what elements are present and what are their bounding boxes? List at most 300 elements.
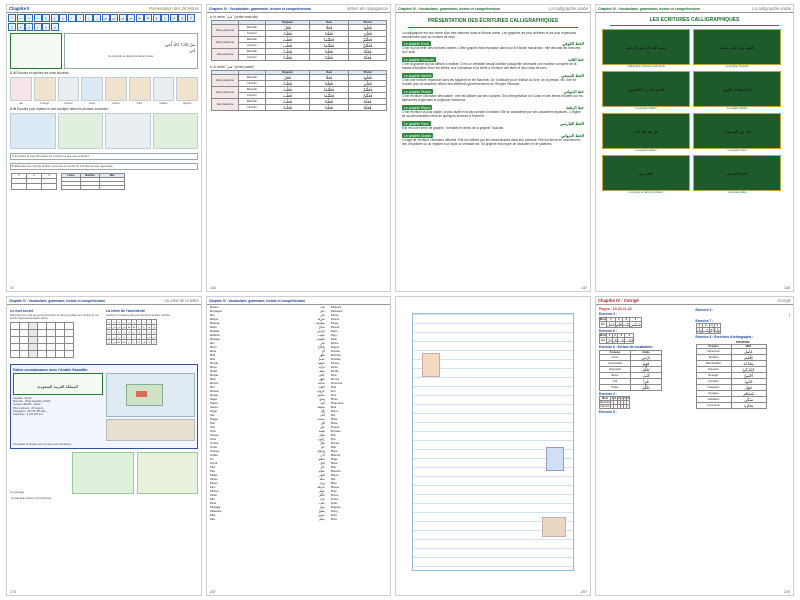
th-singulier: Singulier xyxy=(266,71,310,75)
lexicon-french-2: Plafond xyxy=(330,453,340,457)
lexicon-french: Oreille xyxy=(210,453,218,457)
lexicon-french: Nuit xyxy=(210,421,215,425)
exercise-d xyxy=(10,163,198,170)
row-label: Masculin xyxy=(239,87,266,93)
calligraphy-image xyxy=(602,71,690,107)
cell-arabic: فَعَلُوا xyxy=(349,25,387,31)
lexicon-french-2: Pinceau xyxy=(330,429,341,433)
style-arabic: خط الثلث xyxy=(567,57,584,62)
lexicon-french-2: Peur xyxy=(330,393,337,397)
alphabet-letter: ع xyxy=(153,14,161,22)
td: ✓ xyxy=(611,401,614,404)
td: دَار xyxy=(607,338,612,343)
cell-arabic: فَعَلْنَا xyxy=(349,49,387,55)
lexicon-arabic: أُذُن xyxy=(320,453,325,457)
td: قَلَم xyxy=(615,321,622,327)
lexicon-arabic: ظِلّ xyxy=(320,441,325,445)
lexicon-french: Olive xyxy=(210,437,217,441)
picture-label: Avion xyxy=(88,101,96,105)
row-label: Féminin xyxy=(239,105,266,111)
td: بَاب xyxy=(618,338,625,343)
cell-arabic: فَعَلَتْ xyxy=(266,81,310,87)
alphabet-letter: ا xyxy=(8,14,16,22)
lexicon-french: Minute xyxy=(210,361,219,365)
lexicon-french-2: Pendule xyxy=(330,357,341,361)
td: جَوَاز xyxy=(731,384,766,390)
dialog-caption: Ce seconde se détermine dans le texte. xyxy=(108,55,154,59)
cell-arabic: فَعَلْنَا xyxy=(349,99,387,105)
td: بِضَاعَة xyxy=(731,360,766,366)
sample-arabic: العلم نور xyxy=(638,170,654,176)
th: Français xyxy=(600,350,631,354)
lexicon-arabic: سَلَام xyxy=(318,469,325,473)
th-singulier: Singulier xyxy=(266,21,310,25)
picture-plage xyxy=(10,113,56,149)
td: Voyageur xyxy=(696,390,731,396)
header-chapter: Chapitre IV : Vocabulaire, grammaire, lecture et compréhension xyxy=(209,6,312,11)
page-104 xyxy=(206,4,391,292)
calligraphy-sample xyxy=(693,113,781,152)
lexicon-arabic: طَائِر xyxy=(318,433,325,437)
header-chapter: Chapitre IV : Vocabulaire, grammaire, lecture et compréhension xyxy=(598,6,701,11)
landscape-image xyxy=(72,452,133,494)
saudi-fact: Langue officielle : Arabe xyxy=(13,403,41,407)
sample-arabic: بسم الله الرحمن الرحيم xyxy=(626,44,666,50)
style-arabic: الخط الديواني xyxy=(561,133,584,138)
lexicon-arabic: عَجِين xyxy=(317,513,325,517)
row-label: Féminin xyxy=(239,81,266,87)
lexicon-arabic: زَيْتُون xyxy=(317,437,325,441)
style-block xyxy=(402,41,584,54)
lexicon-arabic: خُبْز xyxy=(320,465,325,469)
exercise-table xyxy=(599,333,634,344)
lexicon-arabic: صَبَاح xyxy=(318,325,325,329)
architect-text: Cochez en mettant juste pour découvrir la lettre cachée. xyxy=(106,314,171,317)
style-block xyxy=(402,105,584,118)
lexicon-french: Passage xyxy=(210,505,221,509)
exercise-label: Exercice 7 : xyxy=(695,318,714,323)
sample-caption: Le poème en ailes de poisson xyxy=(628,191,664,195)
lexicon-french-2: Payer xyxy=(330,329,338,333)
picture-carton xyxy=(105,77,127,101)
cell-arabic: فَعَلَا xyxy=(309,75,348,81)
conjugation-table-passive xyxy=(211,70,387,111)
lexicon-arabic: شُكْرًا xyxy=(318,345,325,349)
th-duel: Duel xyxy=(309,71,348,75)
illustration-scene xyxy=(10,33,62,69)
lexicon-arabic: خَرُوف xyxy=(316,389,325,393)
cell-arabic: فَعَلْتَ xyxy=(266,87,310,93)
td: Comprendre xyxy=(600,360,631,366)
lexicon-french-2: Pauvre xyxy=(330,325,340,329)
picture-label: Cheval xyxy=(64,101,73,105)
th-mot: Mot xyxy=(100,173,125,177)
exercise-c-label: 4. C xyxy=(12,154,17,158)
dialog-arabic: مَنْ ذَاكَ؟ ذَاكَ أَخِي xyxy=(165,42,195,48)
td: Douanier xyxy=(696,366,731,372)
alphabet-letter: د xyxy=(68,14,76,22)
alphabet-letter: ق xyxy=(178,14,186,22)
picture-oignon xyxy=(176,77,198,101)
th: 3 xyxy=(617,397,620,400)
alphabet-letter: خ xyxy=(59,14,67,22)
lexicon-french-2: Plat xyxy=(330,477,336,481)
lexicon-french: Pâte xyxy=(210,513,216,517)
calligraphy-image xyxy=(693,155,781,191)
td: Féminin xyxy=(600,405,610,408)
lexicon-french-2: Pharmacie xyxy=(330,401,344,405)
page-header xyxy=(207,297,390,305)
style-arabic: خط الرقعة xyxy=(566,105,584,110)
picture-avion xyxy=(81,77,103,101)
architect-title: La lettre de l'architecte xyxy=(106,309,146,313)
td: بَيْت xyxy=(622,321,630,327)
calligraphy-sample xyxy=(602,155,690,194)
style-arabic: الخط النسخي xyxy=(561,73,584,78)
cell-arabic: فَعَلَتَا xyxy=(309,31,348,37)
picture-label: Pain xyxy=(137,101,143,105)
page-header xyxy=(396,5,590,13)
lexicon-french-2: Pire xyxy=(330,437,336,441)
style-arabic: الخط الكوفي xyxy=(562,41,584,46)
word-search-grid[interactable]: ب ت ث ج ح خ د ذ ر ز س ش ص ض ط ظ ع غ ف ق ك ل م ن ه و ي ا ب ت ث ج ح خ د ذ ر ز س ش ص ض ط ظ ع غ ف ق ك ل xyxy=(107,320,156,344)
cell-arabic: فَعَلْتُمَا xyxy=(309,93,348,99)
lexicon-french: Panier xyxy=(210,477,218,481)
style-arabic: الخط الفارسي xyxy=(559,121,584,126)
cell-arabic: فَعَلَتَا xyxy=(309,81,348,87)
lexicon-arabic: أُمّ xyxy=(322,349,325,353)
alphabet-letter: ت xyxy=(25,14,33,22)
sample-caption: La graphie Naskhi xyxy=(635,107,657,111)
lexicon-french: Merci xyxy=(210,345,217,349)
picture-cheval xyxy=(58,77,80,101)
lexicon-arabic: طَبِيعَة xyxy=(317,405,325,409)
td: ✓ xyxy=(620,405,623,408)
lexicon-french-2: Poche xyxy=(330,497,339,501)
letter-count-table: 1 2 3 xyxy=(11,173,57,190)
td: Mot xyxy=(600,339,606,342)
row-label: Féminin xyxy=(239,31,266,37)
lexicon-french: Matelas xyxy=(210,329,220,333)
calligraphy-sample xyxy=(602,71,690,110)
td: ✓ xyxy=(614,405,617,408)
lexicon-french-2: Peinture xyxy=(330,353,341,357)
page-header xyxy=(596,5,793,13)
cell-arabic: فَعَلْنَا xyxy=(349,105,387,111)
td: Marchandise xyxy=(696,360,731,366)
lexicon-french: Miel xyxy=(210,357,215,361)
section-label-2: 2. A xyxy=(10,70,16,75)
vocab-table xyxy=(599,350,662,391)
td: Commerce xyxy=(696,402,731,408)
row-group: 2ème personne xyxy=(212,87,239,99)
header-chapter: Chapitre II xyxy=(9,6,30,11)
th: 4 xyxy=(621,397,623,400)
pages-label: Pages : 19.20.21.22 xyxy=(599,307,632,311)
calligraphy-image xyxy=(693,71,781,107)
alphabet-strip xyxy=(7,13,201,32)
lexicon-french-2: Peau xyxy=(330,337,338,341)
lexicon-arabic: مَتْحَف xyxy=(317,393,325,397)
flag-image xyxy=(106,419,196,441)
lexicon-arabic: مِرْآة xyxy=(319,365,325,369)
lexicon-arabic: سَاعَة xyxy=(317,381,325,385)
lexicon-arabic: سِلْم xyxy=(319,517,325,521)
alphabet-letter: ه xyxy=(34,23,42,31)
alphabet-letter: ح xyxy=(51,14,59,22)
th: 4 xyxy=(630,317,642,321)
alphabet-letter: ي xyxy=(51,23,59,31)
lexicon-french-2: Peigne xyxy=(330,345,340,349)
lexicon-french-2: Patience xyxy=(330,305,342,309)
lexicon-arabic: جَبَل xyxy=(319,309,325,313)
lexicon-arabic: سَبَحَ xyxy=(319,397,325,401)
secret-word-title: Le mot secret xyxy=(10,309,34,313)
exercise-label: Exercice 4 : xyxy=(599,391,617,396)
exercise-label: Exercice 4 : xyxy=(695,308,714,312)
td: أُمّ xyxy=(710,328,714,333)
lexicon-row xyxy=(207,517,390,521)
td: وَلَد xyxy=(714,328,720,333)
alphabet-letter: ن xyxy=(25,23,33,31)
page-number: 219 xyxy=(784,590,790,594)
picture-label: Lait xyxy=(18,101,23,105)
lexicon-french: Oiseau xyxy=(210,433,219,437)
lexicon-arabic: كَلِمَة xyxy=(319,385,325,389)
exercise-label: Exercice 6 : xyxy=(599,328,617,333)
lexicon-arabic: بَيْت xyxy=(320,305,325,309)
sample-caption: Calligraphie artistique style Koufi xyxy=(627,65,665,68)
th: 2 xyxy=(615,317,622,321)
alphabet-letter: ك xyxy=(187,14,195,22)
picture-label: Carton xyxy=(111,101,120,105)
lexicon-french: Parfum xyxy=(210,489,219,493)
th: 4 xyxy=(714,324,720,328)
row-group: 1ère personne xyxy=(212,99,239,111)
lexicon-french-2: Père xyxy=(330,373,337,377)
row-label: Féminin xyxy=(239,93,266,99)
lexicon-arabic: تَنْظِيف xyxy=(316,337,325,341)
alphabet-letter: م xyxy=(17,23,25,31)
lexicon-french-2: Pleurer xyxy=(330,485,340,489)
divider xyxy=(610,25,779,26)
lexicon-arabic: ظُهْر xyxy=(319,353,325,357)
lexicon-french: Musée xyxy=(210,393,219,397)
style-name: Le graphie Koufi xyxy=(404,41,429,46)
picture-lait xyxy=(10,77,32,101)
th: 2 xyxy=(702,324,709,328)
style-block xyxy=(402,121,584,130)
td: Écrire xyxy=(600,372,631,378)
lexicon-french-2: Poing xyxy=(330,509,338,513)
lexicon-french: Montre xyxy=(210,381,219,385)
lexicon-arabic: بُرْتُقَال xyxy=(316,449,325,453)
page-title: LES ECRITURES CALLIGRAPHIQUES xyxy=(649,17,740,23)
td: مُسَافِر xyxy=(731,390,766,396)
sample-caption: La graphie Toulouth xyxy=(725,65,749,68)
style-text: C'est la plus belle des écritures arabes. Cette graphie était répandue dans tout le Monde musulman : elle décorait les écritures du Coran. xyxy=(402,46,581,54)
lexicon-french-2: Plaire xyxy=(330,461,338,465)
lexicon-french: Oeuf xyxy=(210,429,216,433)
alphabet-letter: و xyxy=(42,23,50,31)
cell-arabic: فَعَلُوا xyxy=(349,75,387,81)
page-number: 173 xyxy=(10,590,16,594)
lexicon-french-2: Pluie xyxy=(330,489,337,493)
td: Étranger xyxy=(696,372,731,378)
row-label: Masculin xyxy=(239,99,266,105)
style-name: Le graphie Riqa'a xyxy=(404,105,431,110)
lexicon-french: Matin xyxy=(210,325,217,329)
calligraphy-image xyxy=(602,155,690,191)
calligraphy-image xyxy=(602,29,690,65)
row-label: Féminin xyxy=(239,43,266,49)
style-block xyxy=(402,73,584,86)
picture-label: Orange xyxy=(40,101,49,105)
alphabet-letter: س xyxy=(102,14,110,22)
td: Parler xyxy=(600,384,631,390)
header-subject: Présentation des 28 lettres xyxy=(149,6,199,11)
td: دَرْس xyxy=(631,354,662,360)
td: جُمْرُكِيّ xyxy=(731,366,766,372)
lexicon-arabic: عَسَل xyxy=(318,357,325,361)
lexicon-arabic: ثَلْج xyxy=(321,409,325,413)
td: شَمْس xyxy=(630,321,641,327)
picture-famille xyxy=(105,113,151,149)
lexicon-french: Pastèque xyxy=(210,509,222,513)
lexicon-french: Nuage xyxy=(210,417,218,421)
lexicon-arabic: بَحْر xyxy=(320,313,325,317)
th: MOT xyxy=(731,344,766,348)
td: ✓ xyxy=(627,405,630,408)
lexicon-french-2: Pion xyxy=(330,433,337,437)
td: Apprendre xyxy=(600,366,631,372)
row-label: Masculin xyxy=(239,49,266,55)
td: ✓ xyxy=(617,401,620,404)
style-text: C'est la graphie la plus difficile à réaliser. C'est un véritable travail d'artiste puisqu'elle nécessite une maîtrise complète de la masse d'équilibre entre les lettres, leur inclinaison et la limite à l'écriture des titres et des noms de rues. xyxy=(402,62,577,70)
lexicon-french: Marine xyxy=(210,317,219,321)
header-subject: Au pied de la lettre xyxy=(164,298,199,303)
lexicon-french-2: Pente xyxy=(330,365,338,369)
alphabet-letter: ز xyxy=(93,14,101,22)
alphabet-letter: ث xyxy=(34,14,42,22)
style-block xyxy=(402,57,584,70)
cell-arabic: فَعَلْتُنَّ xyxy=(349,93,387,99)
cell-arabic: فَعَلْنَا xyxy=(309,49,348,55)
th: Position xyxy=(696,344,731,348)
cell-arabic: فَعَلْتَ xyxy=(266,37,310,43)
lexicon-french-2: Petit xyxy=(330,385,337,389)
lexicon-french: Marteau xyxy=(210,321,220,325)
td: Masculin xyxy=(600,401,611,404)
exercise-d-title: Écoutez les noms de la lettre, et écrivez le nombre de mot dans la case appropriée : xyxy=(17,164,115,168)
secret-word-grid[interactable] xyxy=(10,322,74,358)
calligraphy-sample xyxy=(693,29,781,68)
td: أَجْنَبِيّ xyxy=(731,372,766,378)
page-cahier xyxy=(395,296,591,596)
lexicon-arabic: عَيْن xyxy=(319,425,325,429)
th: 1 xyxy=(611,397,614,400)
lexicon-french: Nation xyxy=(210,401,218,405)
alphabet-letter: ج xyxy=(42,14,50,22)
lexicon-french: Nature xyxy=(210,405,219,409)
alphabet-letter: غ xyxy=(161,14,169,22)
lexicon-french: Monde xyxy=(210,373,219,377)
exercise-table xyxy=(696,323,721,334)
td: عَامِل xyxy=(731,348,766,354)
lexicon-arabic: فَتَحَ xyxy=(320,461,325,465)
lexicon-french: Parc xyxy=(210,485,216,489)
page-header xyxy=(7,297,201,305)
page-219 xyxy=(595,296,794,596)
sample-arabic: الله نور السموات xyxy=(722,128,752,134)
lexicon-french: Mot xyxy=(210,385,215,389)
row-group: 1ère personne xyxy=(212,49,239,61)
lexicon-french: Oeil xyxy=(210,425,215,429)
lexicon-french: Moitié xyxy=(210,369,218,373)
lexicon-french: Papier xyxy=(210,481,218,485)
alphabet-letter: ل xyxy=(8,23,16,31)
lexicon-arabic: لَيْل xyxy=(320,421,325,425)
sample-arabic: الحمد لله رب العالمين xyxy=(627,86,665,92)
style-text: C'est l'écriture Ottomane déroulable : elle est utilisée par des copistes. Son interprétation du Coran et des lettres brodées sur les tapisseries régionales et originaux nombreux. xyxy=(402,94,584,102)
header-chapter: Chapitre IV : Vocabulaire, grammaire, lecture et compréhension xyxy=(398,6,501,11)
letter-answer-table[interactable] xyxy=(61,173,125,190)
lexicon-french: Parler xyxy=(210,493,218,497)
lexicon-arabic: حَدِيقَة xyxy=(317,485,325,489)
style-name: Le graphie Toulouth xyxy=(404,57,434,62)
cell-arabic: فَعَلَ xyxy=(266,25,310,31)
landscape-label: Un paysage xyxy=(10,491,24,495)
td: سَكَن xyxy=(731,396,766,402)
exercise-label: Exercice 5 : xyxy=(599,410,617,414)
lexicon-french: Nager xyxy=(210,397,218,401)
page-header xyxy=(207,5,390,13)
lexicon-arabic: شَهْر xyxy=(319,377,325,381)
lexicon-french: Maison xyxy=(210,305,219,309)
td: ✓ xyxy=(624,401,627,404)
lexicon-french-2: Poignée xyxy=(330,505,341,509)
td: حُدُود xyxy=(731,378,766,384)
landscape-footer: Ce paysage naturel, sont féeriques. xyxy=(11,497,52,501)
lexicon-french: Partir xyxy=(210,501,217,505)
lexicon-arabic: تَكَلَّمَ xyxy=(319,493,325,497)
lexicon-french: Oncle xyxy=(210,445,218,449)
row-label: Masculin xyxy=(239,25,266,31)
calligraphy-image xyxy=(693,113,781,149)
header-subject: lettres de conjugaison xyxy=(347,6,388,11)
lexicon-table xyxy=(207,305,390,521)
gender-table xyxy=(599,396,630,409)
th: 1 xyxy=(607,317,616,321)
td: Territoire xyxy=(696,354,731,360)
sample-arabic: إنا أعطيناك الكوثر xyxy=(722,86,752,92)
lexicon-arabic: دَقِيقَة xyxy=(317,361,325,365)
th-pluriel: Pluriel xyxy=(349,21,387,25)
td: Habitation xyxy=(696,396,731,402)
saudi-fact: Population : 28 376 355 hab. xyxy=(13,409,47,413)
td: بِنْت xyxy=(702,328,709,333)
cell-arabic: فَعَلَا xyxy=(309,25,348,31)
alphabet-letter: ص xyxy=(119,14,127,22)
section-title-3: Écoutez puis répétez le mot souligné dans les phrases suivantes : xyxy=(16,106,110,111)
page-47 xyxy=(6,4,202,292)
lexicon-french: Montagne xyxy=(210,309,222,313)
lexicon-french: Pain xyxy=(210,465,216,469)
alphabet-letter: ف xyxy=(170,14,178,22)
row-label: Féminin xyxy=(239,55,266,61)
td: Frontière xyxy=(696,378,731,384)
row-label: Masculin xyxy=(239,37,266,43)
